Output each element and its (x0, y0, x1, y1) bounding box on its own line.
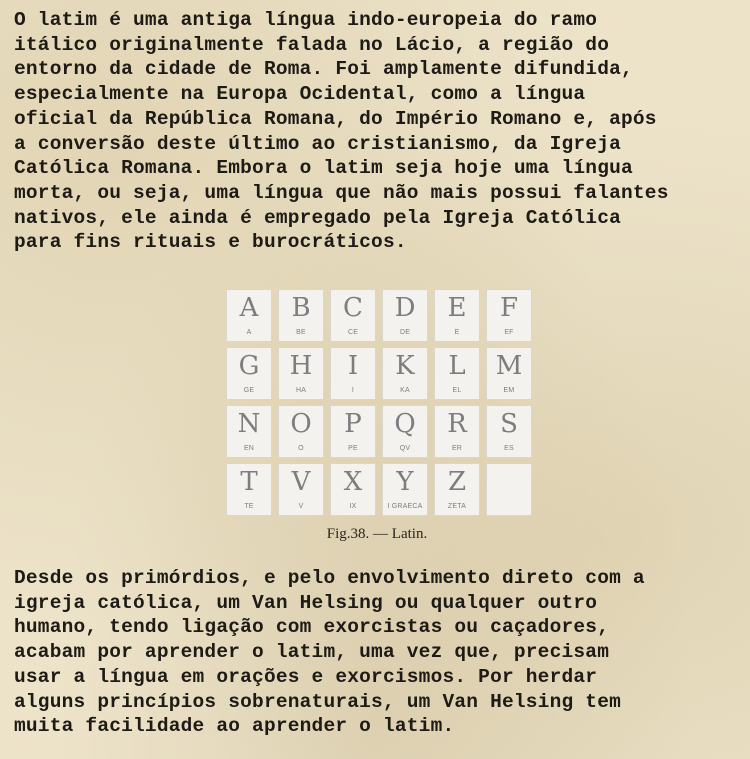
tile-letter: S (500, 409, 518, 439)
tile-letter-name: CE (347, 329, 359, 336)
alphabet-tile (382, 405, 428, 458)
tile-letter: A (239, 293, 259, 323)
tile-letter-name: EL (452, 387, 462, 394)
tile-letter-name: I GRAECA (387, 503, 423, 510)
tile-letter-name: EM (503, 387, 515, 394)
tile-letter-name: HA (295, 387, 307, 394)
alphabet-tile (382, 289, 428, 342)
tile-letter: V (291, 467, 311, 497)
alphabet-tile (330, 463, 376, 516)
tile-letter: I (347, 351, 359, 381)
tile-letter: G (238, 351, 260, 381)
tile-letter-name: O (298, 445, 304, 452)
tile-letter: Z (447, 467, 467, 497)
paragraph-line: igreja católica, um Van Helsing ou qualquer outro (14, 591, 598, 614)
paragraph-line: O latim é uma antiga língua indo-europeia do ramo (14, 9, 598, 31)
paragraph-line: especialmente na Europa Ocidental, como a língua (14, 83, 586, 106)
tile-letter: P (344, 409, 362, 439)
alphabet-tile (434, 463, 480, 516)
alphabet-tile (382, 463, 428, 516)
tile-letter-name: EF (504, 329, 514, 336)
paragraph-line: entorno da cidade de Roma. Foi amplamente difundida, (14, 58, 633, 81)
alphabet-tile (226, 405, 272, 458)
tile-letter-name: E (454, 329, 460, 336)
paragraph-line: usar a língua em orações e exorcismos. Por herdar (14, 665, 598, 688)
paragraph-line: a conversão deste último ao cristianismo, da Igreja (14, 132, 621, 155)
tile-letter-name: I (351, 387, 355, 394)
alphabet-tile (330, 347, 376, 400)
latin-alphabet-figure (226, 289, 532, 516)
alphabet-tile (278, 405, 324, 458)
tile-letter: X (343, 467, 363, 497)
paragraph-line: itálico originalmente falada no Lácio, a região do (14, 33, 610, 56)
tile-letter: T (240, 467, 258, 497)
paragraph-line: alguns princípios sobrenaturais, um Van Helsing tem (14, 690, 621, 713)
paragraph-line: nativos, ele ainda é empregado pela Igreja Católica (14, 206, 621, 229)
alphabet-tile (434, 347, 480, 400)
alphabet-tile (382, 347, 428, 400)
tile-letter-name: ZETA (447, 503, 467, 510)
intro-paragraph (14, 8, 742, 255)
tile-letter: D (394, 293, 416, 323)
tile-letter: L (448, 351, 466, 381)
alphabet-tile (278, 347, 324, 400)
alphabet-tile (434, 289, 480, 342)
tile-letter: Y (396, 467, 414, 497)
tile-letter: R (447, 409, 467, 439)
alphabet-tile (330, 289, 376, 342)
tile-letter-name: ES (504, 445, 514, 452)
tile-letter: H (289, 351, 313, 381)
tile-letter-name: KA (400, 387, 410, 394)
paragraph-line: humano, tendo ligação com exorcistas ou caçadores, (14, 616, 610, 639)
paragraph-line: morta, ou seja, uma língua que não mais possui falantes (14, 181, 669, 204)
tile-letter: M (495, 351, 523, 381)
second-paragraph (14, 566, 742, 739)
figure-caption: Fig.38. — Latin. (326, 526, 428, 542)
tile-letter-name: QV (399, 445, 411, 452)
alphabet-tile (434, 405, 480, 458)
paragraph-line: Desde os primórdios, e pelo envolvimento direto com a (14, 567, 645, 589)
tile-letter-name: V (298, 503, 304, 510)
tile-letter-name: IX (349, 503, 357, 510)
tile-letter-name: BE (296, 329, 306, 336)
paragraph-line: Católica Romana. Embora o latim seja hoje uma língua (14, 157, 633, 180)
tile-letter: O (290, 409, 312, 439)
alphabet-tile (486, 289, 532, 342)
tile-letter: Q (394, 409, 416, 439)
tile-letter-name: EN (243, 445, 255, 452)
alphabet-tile (226, 463, 272, 516)
alphabet-tile-blank (486, 463, 532, 516)
paragraph-line: muita facilidade ao aprender o latim. (14, 715, 455, 738)
alphabet-tile (486, 347, 532, 400)
tile-letter-name: DE (399, 329, 411, 336)
tile-letter: E (447, 293, 467, 323)
alphabet-tile (226, 289, 272, 342)
alphabet-tile (330, 405, 376, 458)
tile-letter: B (291, 293, 311, 323)
paragraph-line: para fins rituais e burocráticos. (14, 231, 407, 254)
tile-letter: K (395, 351, 415, 381)
tile-letter-name: PE (348, 445, 358, 452)
alphabet-tile (278, 289, 324, 342)
tile-letter: C (343, 293, 363, 323)
tile-letter-name: TE (244, 503, 254, 510)
paragraph-line: acabam por aprender o latim, uma vez que, precisam (14, 641, 610, 664)
alphabet-tile (278, 463, 324, 516)
alphabet-tile (226, 347, 272, 400)
tile-letter: F (499, 293, 519, 323)
tile-letter: N (237, 409, 261, 439)
paragraph-line: oficial da República Romana, do Império Romano e, após (14, 107, 657, 130)
tile-letter-name: ER (451, 445, 463, 452)
tile-letter-name: GE (243, 387, 255, 394)
alphabet-tile (486, 405, 532, 458)
tile-letter-name: A (246, 329, 252, 336)
